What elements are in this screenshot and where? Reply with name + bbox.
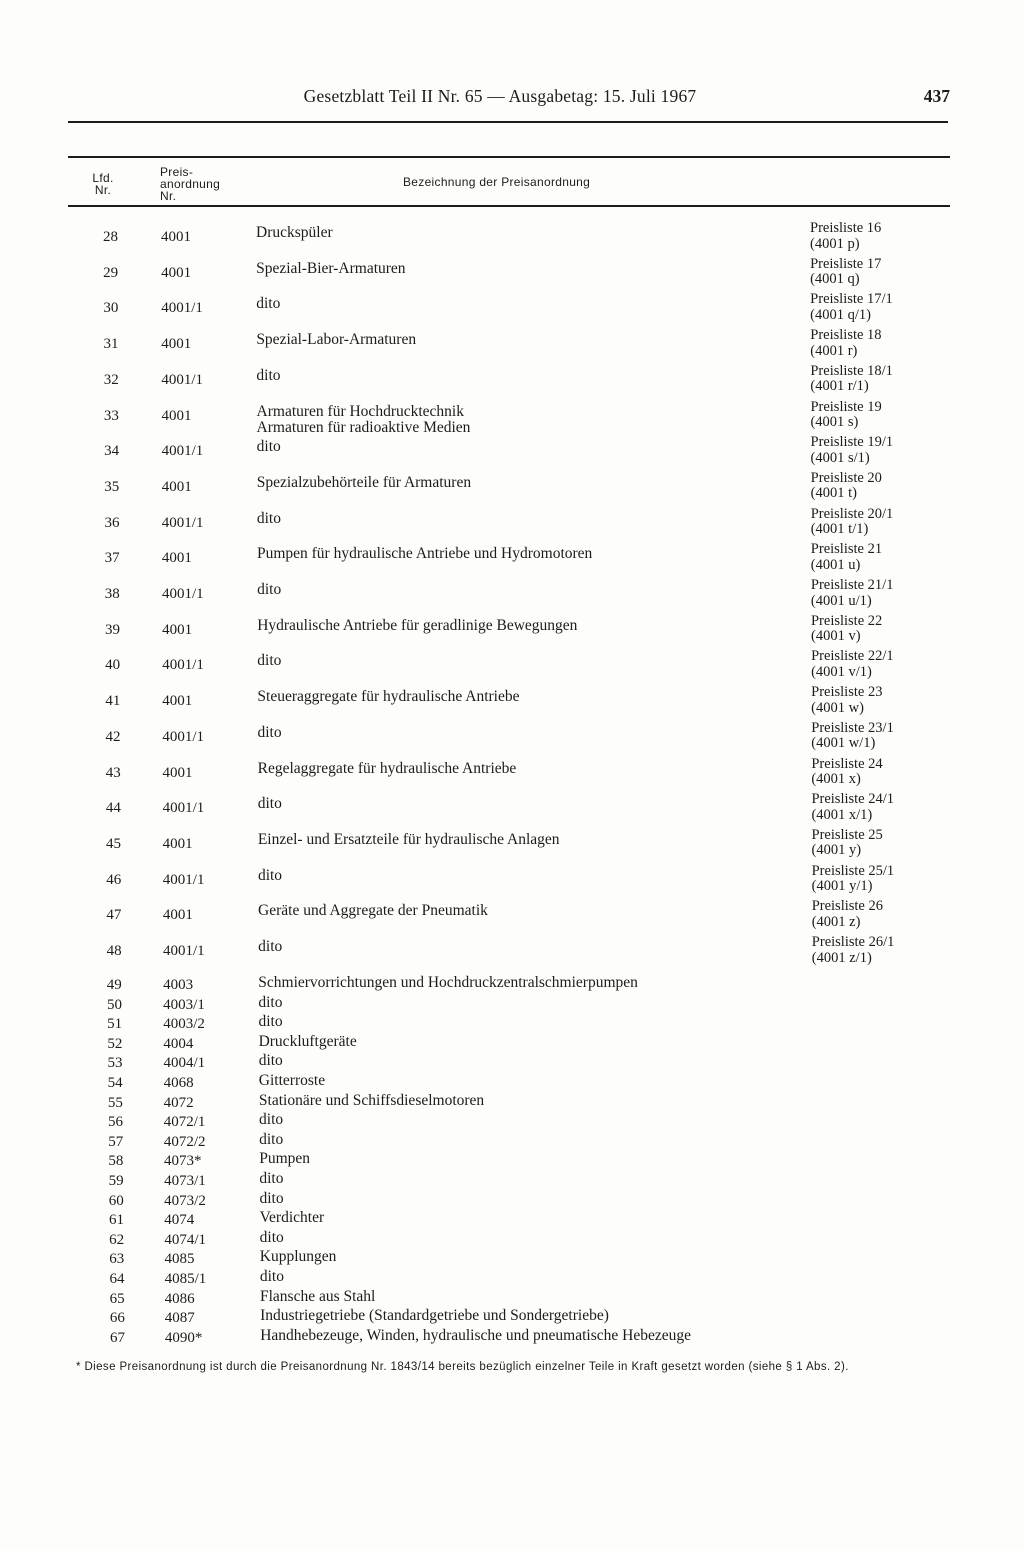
row-bezeichnung: dito [259, 1170, 284, 1187]
row-preisanordnung: 4001 [161, 336, 192, 353]
row-preisanordnung: 4001/1 [161, 586, 204, 602]
row-lfd-nr: 62 [109, 1231, 125, 1248]
row-lfd-nr: 29 [103, 264, 119, 281]
row-bezeichnung: Kupplungen [259, 1248, 337, 1266]
row-preisliste: Preisliste 20/1 (4001 t/1) [810, 505, 894, 538]
row-preisanordnung: 4001/1 [162, 871, 205, 888]
row-lfd-nr: 43 [105, 764, 121, 781]
row-bezeichnung: Spezialzubehörteile für Armaturen [256, 473, 472, 491]
row-preisanordnung: 4001/1 [161, 371, 204, 388]
row-lfd-nr: 32 [103, 371, 119, 388]
footnote: * Diese Preisanordnung ist durch die Preisanordnung Nr. 1843/14 bereits bezüglich einzelner Teile in Kraft gesetzt worden (siehe § 1 Abs. 2). [76, 1361, 849, 1373]
row-bezeichnung: Hydraulische Antriebe für geradlinige Bewegungen [257, 616, 578, 634]
row-bezeichnung: dito [257, 795, 282, 813]
row-preisanordnung: 4090* [164, 1329, 203, 1346]
row-lfd-nr: 42 [105, 728, 121, 745]
row-bezeichnung: Armaturen für Hochdrucktechnik Armaturen für radioaktive Medien [256, 402, 471, 436]
row-preisanordnung: 4001 [162, 835, 193, 852]
row-preisliste: Preisliste 17/1 (4001 q/1) [810, 291, 893, 323]
row-preisliste: Preisliste 24/1 (4001 x/1) [811, 791, 895, 823]
row-preisanordnung: 4001 [161, 550, 192, 567]
row-preisanordnung: 4085/1 [164, 1271, 207, 1287]
row-preisliste: Preisliste 23/1 (4001 w/1) [811, 719, 894, 752]
row-bezeichnung: dito [257, 723, 282, 741]
row-preisanordnung: 4074/1 [164, 1231, 207, 1248]
row-bezeichnung: Pumpen für hydraulische Antriebe und Hydromotoren [256, 545, 593, 563]
row-lfd-nr: 45 [106, 835, 122, 852]
row-preisanordnung: 4086 [164, 1290, 195, 1307]
row-lfd-nr: 50 [106, 996, 122, 1013]
row-preisanordnung: 4001/1 [162, 800, 205, 817]
row-preisanordnung: 4073/1 [164, 1173, 206, 1189]
row-lfd-nr: 46 [106, 871, 122, 888]
row-preisliste: Preisliste 21/1 (4001 u/1) [810, 577, 894, 609]
row-preisanordnung: 4001/1 [162, 657, 204, 674]
row-bezeichnung: dito [259, 1189, 284, 1207]
row-bezeichnung: Spezial-Bier-Armaturen [256, 259, 406, 277]
row-preisanordnung: 4001 [162, 907, 193, 924]
row-preisanordnung: 4073/2 [164, 1192, 206, 1209]
row-preisanordnung: 4003/2 [163, 1016, 205, 1033]
row-lfd-nr: 34 [104, 443, 120, 460]
row-bezeichnung: Pumpen [259, 1150, 311, 1168]
row-preisanordnung: 4074 [164, 1212, 195, 1229]
row-preisanordnung: 4001/1 [162, 728, 205, 745]
col-header-lfd-nr: Lfd. Nr. [92, 171, 114, 197]
row-preisanordnung: 4001 [161, 478, 192, 495]
row-bezeichnung: dito [256, 509, 281, 527]
row-preisanordnung: 4004/1 [163, 1055, 206, 1072]
row-bezeichnung: dito [256, 295, 281, 313]
row-bezeichnung: dito [259, 1228, 284, 1246]
row-bezeichnung: Verdichter [259, 1209, 325, 1227]
row-lfd-nr: 60 [108, 1192, 124, 1209]
col-header-preisanordnung: Preis- anordnung Nr. [160, 165, 221, 203]
row-preisanordnung: 4003 [163, 977, 194, 993]
row-lfd-nr: 38 [104, 586, 120, 602]
row-bezeichnung: dito [256, 366, 281, 384]
row-bezeichnung: dito [259, 1111, 284, 1129]
row-preisliste: Preisliste 20 (4001 t) [810, 469, 882, 502]
row-preisanordnung: 4068 [163, 1075, 194, 1091]
row-bezeichnung: dito [259, 1130, 284, 1148]
row-lfd-nr: 65 [109, 1290, 125, 1307]
row-bezeichnung: Geräte und Aggregate der Pneumatik [258, 902, 488, 920]
row-lfd-nr: 51 [107, 1016, 123, 1033]
row-lfd-nr: 44 [105, 800, 121, 817]
row-lfd-nr: 41 [105, 693, 121, 710]
row-bezeichnung: Flansche aus Stahl [259, 1287, 376, 1305]
row-lfd-nr: 57 [108, 1133, 124, 1150]
row-preisliste: Preisliste 17 (4001 q) [810, 255, 882, 288]
row-preisliste: Preisliste 19 (4001 s) [810, 398, 882, 430]
row-bezeichnung: Spezial-Labor-Armaturen [256, 331, 417, 349]
row-preisanordnung: 4001 [162, 693, 193, 710]
row-lfd-nr: 63 [109, 1251, 125, 1268]
row-lfd-nr: 66 [109, 1310, 125, 1327]
row-bezeichnung: Druckspüler [256, 224, 333, 241]
row-lfd-nr: 55 [107, 1094, 123, 1111]
row-lfd-nr: 30 [103, 300, 119, 317]
row-lfd-nr: 54 [107, 1075, 123, 1091]
col-header-bezeichnung: Bezeichnung der Preisanordnung [403, 175, 591, 189]
row-lfd-nr: 53 [107, 1055, 123, 1072]
row-preisliste: Preisliste 21 (4001 u) [810, 541, 883, 573]
row-preisliste: Preisliste 24 (4001 x) [811, 755, 883, 787]
row-bezeichnung: Steueraggregate für hydraulische Antriebe [257, 688, 520, 706]
row-preisanordnung: 4085 [164, 1251, 195, 1268]
row-bezeichnung: dito [257, 866, 283, 884]
row-bezeichnung: Schmiervorrichtungen und Hochdruckzentralschmierpumpen [258, 974, 638, 991]
row-bezeichnung: dito [258, 1013, 283, 1031]
page-number: 437 [923, 86, 950, 106]
row-preisliste: Preisliste 26 (4001 z) [811, 898, 883, 930]
row-preisliste: Preisliste 18 (4001 r) [810, 327, 882, 359]
row-preisliste: Preisliste 22/1 (4001 v/1) [811, 648, 894, 680]
row-bezeichnung: dito [256, 438, 281, 456]
row-preisliste: Preisliste 16 (4001 p) [810, 220, 882, 252]
row-bezeichnung: Druckluftgeräte [258, 1032, 357, 1050]
row-bezeichnung: dito [257, 652, 282, 670]
row-lfd-nr: 39 [104, 621, 120, 638]
row-lfd-nr: 58 [108, 1153, 124, 1170]
row-bezeichnung: Gitterroste [258, 1072, 326, 1089]
row-preisanordnung: 4001 [161, 229, 191, 245]
row-preisanordnung: 4072/1 [163, 1114, 206, 1131]
row-lfd-nr: 67 [110, 1329, 126, 1346]
row-bezeichnung: Stationäre und Schiffsdieselmotoren [258, 1091, 485, 1109]
row-lfd-nr: 40 [105, 657, 121, 674]
row-preisliste: Preisliste 25/1 (4001 y/1) [811, 862, 895, 895]
row-lfd-nr: 64 [109, 1271, 125, 1287]
row-lfd-nr: 33 [103, 407, 119, 424]
row-preisanordnung: 4001/1 [161, 443, 204, 460]
row-bezeichnung: Handhebezeuge, Winden, hydraulische und pneumatische Hebezeuge [260, 1326, 691, 1344]
row-lfd-nr: 28 [103, 229, 118, 245]
row-preisanordnung: 4001 [162, 764, 193, 781]
row-preisanordnung: 4001/1 [161, 514, 204, 531]
row-lfd-nr: 48 [106, 943, 122, 959]
row-lfd-nr: 31 [103, 336, 119, 353]
row-preisanordnung: 4001 [161, 264, 192, 281]
row-bezeichnung: dito [258, 1052, 283, 1070]
row-lfd-nr: 56 [108, 1114, 124, 1131]
row-lfd-nr: 61 [108, 1212, 124, 1229]
row-preisliste: Preisliste 19/1 (4001 s/1) [810, 434, 894, 466]
row-bezeichnung: Industriegetriebe (Standardgetriebe und Sondergetriebe) [260, 1307, 609, 1325]
row-preisanordnung: 4087 [164, 1310, 195, 1327]
row-preisliste: Preisliste 18/1 (4001 r/1) [810, 362, 893, 395]
row-preisanordnung: 4001 [161, 407, 192, 424]
row-bezeichnung: dito [257, 581, 282, 598]
row-preisliste: Preisliste 23 (4001 w) [811, 684, 883, 716]
row-bezeichnung: Einzel- und Ersatzteile für hydraulische Anlagen [257, 830, 560, 848]
row-preisanordnung: 4001 [162, 621, 193, 638]
row-preisliste: Preisliste 26/1 (4001 z/1) [811, 934, 895, 966]
row-preisanordnung: 4072/2 [163, 1133, 206, 1150]
header-title: Gesetzblatt Teil II Nr. 65 — Ausgabetag: 15. Juli 1967 [303, 86, 697, 106]
row-preisanordnung: 4001/1 [161, 300, 203, 317]
row-preisliste: Preisliste 25 (4001 y) [811, 826, 883, 859]
row-lfd-nr: 49 [106, 977, 122, 993]
row-bezeichnung: dito [258, 993, 283, 1011]
row-lfd-nr: 36 [104, 514, 120, 531]
row-bezeichnung: Regelaggregate für hydraulische Antriebe [257, 759, 517, 777]
row-preisanordnung: 4003/1 [163, 996, 205, 1013]
row-preisanordnung: 4001/1 [162, 943, 205, 959]
row-lfd-nr: 52 [107, 1035, 123, 1052]
row-lfd-nr: 35 [104, 478, 120, 495]
row-preisanordnung: 4004 [163, 1035, 194, 1052]
row-preisanordnung: 4072 [163, 1094, 194, 1111]
row-bezeichnung: dito [258, 938, 283, 955]
row-bezeichnung: dito [259, 1268, 284, 1285]
row-lfd-nr: 37 [104, 550, 120, 567]
row-preisliste: Preisliste 22 (4001 v) [810, 612, 883, 645]
row-lfd-nr: 47 [106, 907, 122, 924]
row-lfd-nr: 59 [108, 1173, 124, 1189]
row-preisanordnung: 4073* [163, 1153, 202, 1170]
